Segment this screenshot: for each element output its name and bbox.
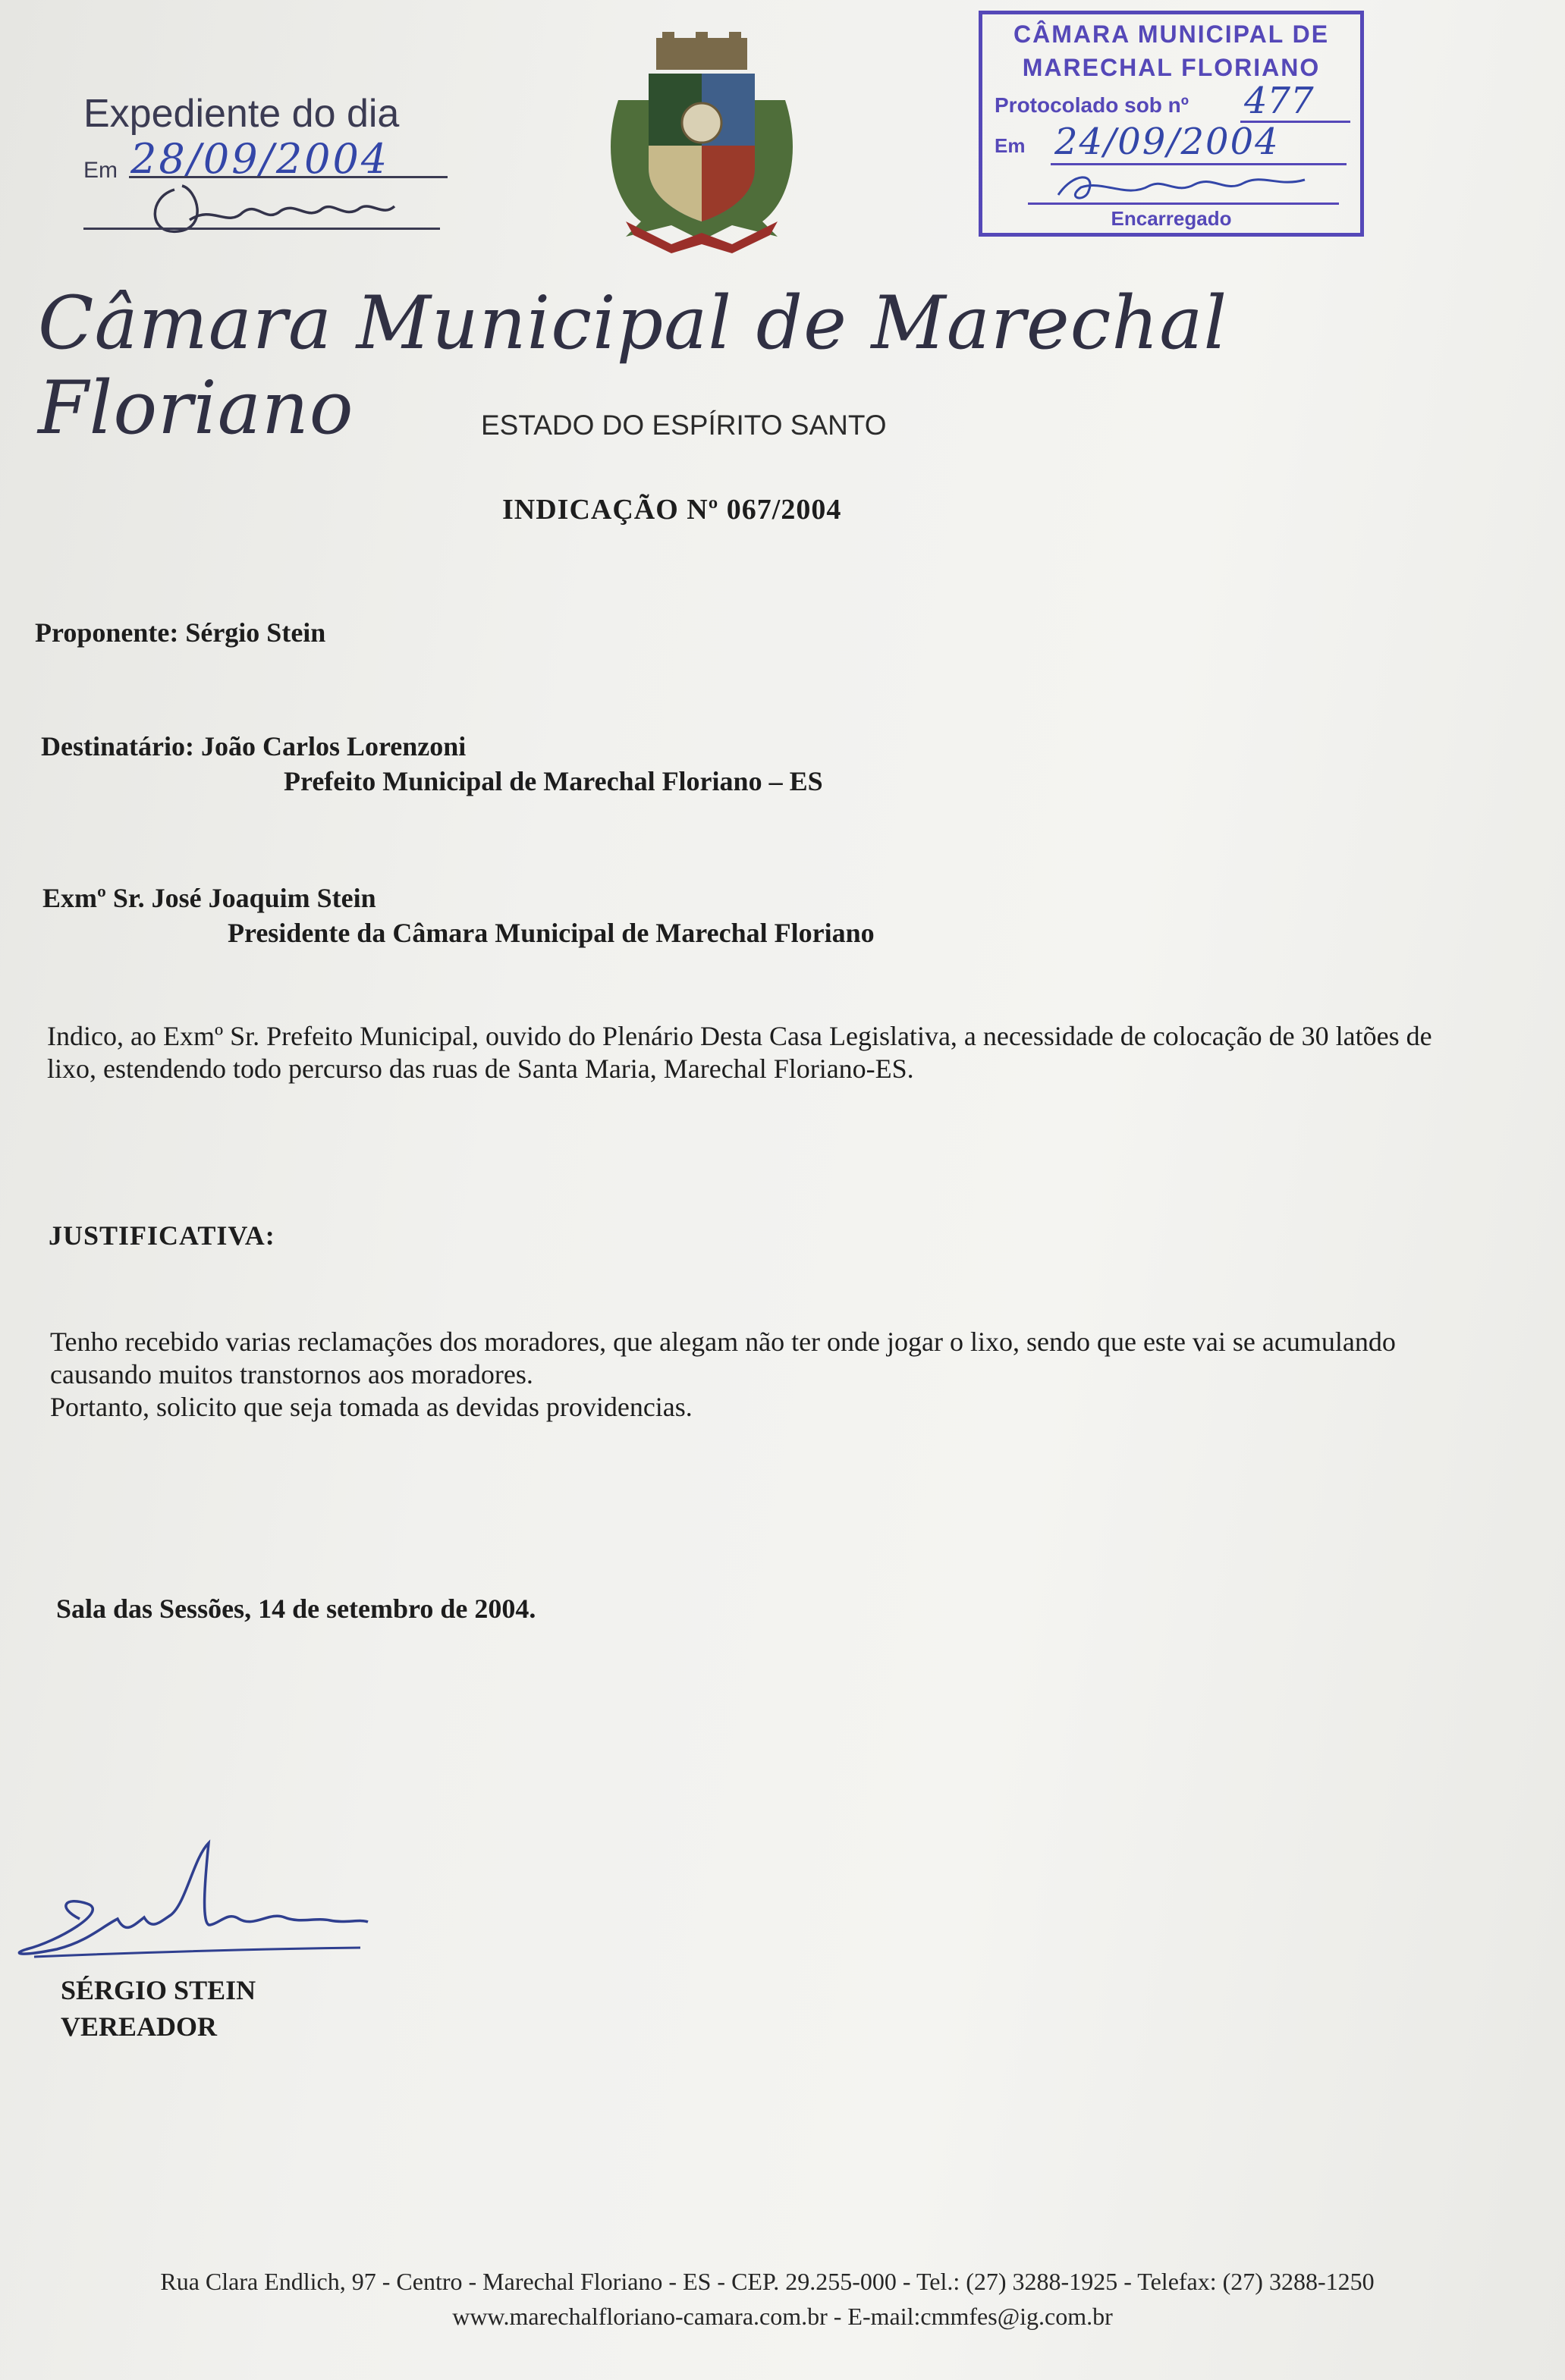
stamp-encarregado-line <box>1028 203 1339 205</box>
expediente-signature-line <box>83 228 440 230</box>
indicacao-number: INDICAÇÃO Nº 067/2004 <box>502 494 842 526</box>
footer-contact <box>0 2264 1565 2334</box>
exm-role: Presidente da Câmara Municipal de Marechal Floriano <box>228 918 875 948</box>
destinatario-role: Prefeito Municipal de Marechal Floriano – ES <box>284 766 823 796</box>
expediente-title: Expediente do dia <box>83 92 400 136</box>
protocol-stamp <box>979 11 1364 237</box>
signatory-name: SÉRGIO STEIN <box>61 1975 256 2005</box>
coat-of-arms-emblem <box>596 32 808 259</box>
stamp-encarregado-label: Encarregado <box>1111 207 1232 230</box>
institution-title: Câmara Municipal de Marechal Floriano <box>38 281 1228 451</box>
justificativa-heading: JUSTIFICATIVA: <box>49 1220 275 1251</box>
footer-address: Rua Clara Endlich, 97 - Centro - Marechal Floriano - ES - CEP. 29.255-000 - Tel.: (27) 3288-1925 - Telefax: (27) 3288-1250 <box>160 2268 1375 2295</box>
stamp-em-date: 24/09/2004 <box>1054 121 1280 163</box>
stamp-line2: MARECHAL FLORIANO <box>1022 54 1321 81</box>
signatory-block <box>61 1972 256 2045</box>
sala-das-sessoes: Sala das Sessões, 14 de setembro de 2004. <box>56 1593 536 1624</box>
footer-web-email: www.marechalfloriano-camara.com.br - E-mail:cmmfes@ig.com.br <box>452 2303 1113 2330</box>
destinatario-label: Destinatário: <box>41 731 194 761</box>
destinatario-name: João Carlos Lorenzoni <box>200 731 467 761</box>
providencias-paragraph: Portanto, solicito que seja tomada as devidas providencias. <box>50 1392 693 1422</box>
state-subtitle: ESTADO DO ESPÍRITO SANTO <box>481 410 887 441</box>
destinatario-line <box>41 730 466 764</box>
expediente-signature <box>144 174 463 243</box>
exm-name: Exmº Sr. José Joaquim Stein <box>42 883 376 913</box>
proponente-line <box>35 616 325 650</box>
justificativa-body <box>50 1326 1438 1424</box>
expediente-block <box>76 76 470 258</box>
proponente-label: Proponente: <box>35 617 179 648</box>
signatory-role: VEREADOR <box>61 2011 218 2042</box>
expediente-date: 28/09/2004 <box>130 135 390 183</box>
handwritten-signature <box>11 1835 391 1972</box>
proponente-name: Sérgio Stein <box>185 617 326 648</box>
expediente-em-label: Em <box>83 158 118 183</box>
stamp-line1: CÂMARA MUNICIPAL DE <box>1013 20 1330 48</box>
stamp-protocolado-label: Protocolado sob nº <box>995 93 1189 117</box>
stamp-protocolado-number: 477 <box>1244 80 1314 122</box>
stamp-em-label: Em <box>995 134 1026 157</box>
indicacao-paragraph: Indico, ao Exmº Sr. Prefeito Municipal, ouvido do Plenário Desta Casa Legislativa, a necessidade de colocação de 30 latões de lixo, estendendo todo percurso das ruas de Santa Maria, Marechal Floriano-ES. <box>47 1021 1432 1084</box>
justificativa-paragraph: Tenho recebido varias reclamações dos moradores, que alegam não ter onde jogar o lixo, sendo que este vai se acumulando causando muitos transtornos aos moradores. <box>50 1327 1396 1389</box>
